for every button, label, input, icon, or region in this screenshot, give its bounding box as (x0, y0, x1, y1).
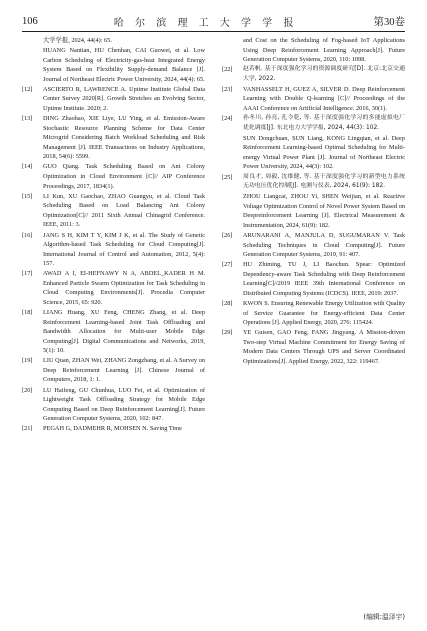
reference-text: 孙冬川, 孙亮, 孔令乾, 等. 基于深度强化学习的多能虚拟电厂优化调度[J]. 东北电力大学学报, 2024, 44(3): 102. (243, 115, 405, 131)
reference-column-right (222, 36, 405, 367)
reference-column-left (22, 36, 205, 435)
editor-note: (编辑:温泽宇) (363, 613, 405, 621)
reference-text: 赵若帆. 基于深度强化学习的资源调度研究[D]. 北京:北京交通大学, 2022. (243, 66, 405, 82)
reference-text: DING Zhaohao, XIE Liye, LU Ying, et al. Emission-Aware Stochastic Resource Planning Scheme for Data Center Microgrid Considering Batch Workload Scheduling and Risk Management [J]. IEEE Transactions on Industry Applications, 2018, 54(6): 5599. (43, 115, 205, 161)
reference-number: [27] (222, 261, 233, 269)
reference-text: HUANG Nantian, HU Chenhan, CAI Guowei, et al. Low Carbon Scheduling of Electricity-gas-heat Integrated Energy System Based on Flexibility Supply-demand Balance [J]. Journal of Northeast Electric Power University, 2024, 44(4): 65. (43, 47, 205, 83)
volume-label: 第30卷 (373, 16, 405, 28)
journal-title: 哈 尔 滨 理 工 大 学 学 报 (113, 17, 298, 29)
reference-text: SUN Dongchuan, SUN Liang, KONG Lingqian, et al. Deep Reinforcement Learning-based Optimal Scheduling for Multi-energy Virtual Power Plant [J]. Journal of Northeast Electric Power University, 2024, 44(3): 102. (243, 134, 405, 171)
reference-number: [22] (222, 66, 233, 74)
reference-continuation (222, 36, 405, 65)
reference-entry (22, 192, 205, 230)
reference-number: [24] (222, 115, 233, 123)
reference-text: KWON S. Ensuring Renewable Energy Utilization with Quality of Service Guarantee for Energy-efficient Data Center Operations [J]. Applied Energy, 2020, 276: 115424. (243, 300, 405, 327)
reference-number: [12] (22, 85, 33, 93)
reference-entry (222, 299, 405, 328)
reference-text: GUO Qiang. Task Scheduling Based on Ant Colony Optimization in Cloud Environment [C]// AIP Conference Proceedings, 2017, 1834(1). (43, 163, 205, 190)
reference-number: [17] (22, 270, 33, 278)
reference-text: ARUNARANI A, MANJULA D, SUGUMARAN V. Task Scheduling Techniques in Cloud Computing[J]. Future Generation Computer Systems, 2019, 91: 407. (243, 232, 405, 259)
reference-text: ASCIERTO R, LAWRENCE A. Uptime Institute Global Data Center Survey 2020[R]. Growth Stretches an Evolving Sector, Uptime Institute. 2020; 2. (43, 85, 205, 113)
reference-number: [19] (22, 357, 33, 365)
reference-number: [23] (222, 85, 233, 93)
reference-entry (22, 308, 205, 356)
reference-continuation (222, 192, 405, 230)
reference-text: AWAD A I, EI-HEFNAWY N A, ABDEL_KADER H M. Enhanced Particle Swarm Optimization for Task Scheduling in Cloud Computing Environments[J]. Procedia Computer Science, 2015, 65: 920. (43, 270, 205, 306)
reference-entry (222, 231, 405, 260)
reference-continuation (22, 36, 205, 46)
reference-entry (22, 424, 205, 434)
reference-entry (22, 356, 205, 385)
reference-text: and Cost on the Scheduling of Fog-based IoT Applications Using Deep Reinforcement Learning Approach[J]. Future Generation Computer Systems, 2020, 110: 1098. (243, 37, 405, 64)
reference-entry (22, 114, 205, 162)
reference-entry (222, 173, 405, 192)
reference-number: [20] (22, 386, 33, 394)
reference-number: [21] (22, 425, 33, 433)
reference-entry (222, 114, 405, 133)
running-header (22, 14, 405, 28)
reference-number: [25] (222, 173, 233, 181)
reference-entry (222, 260, 405, 298)
page-number: 106 (22, 15, 38, 27)
reference-entry (22, 85, 205, 114)
reference-text: 周良才, 周毅, 沈维健, 等. 基于深度强化学习的新型电力系统无功电压优化控制[J]. 电测与仪表, 2024, 61(9): 182. (243, 173, 405, 190)
reference-text: ZHOU Liangcai, ZHOU Yi, SHEN Weijian, et al. Reactive Voltage Optimization Control of Novel Power System Based on Deepreinforcement Learning [J]. Electrical Measurement & Instrumentation, 2024, 61(9): 182. (243, 193, 405, 229)
reference-number: [16] (22, 231, 33, 239)
header-rule (22, 31, 405, 32)
reference-text: LIU Quan, ZHAN Wei, ZHANG Zongzhang, et al. A Survey on Deep Reinforcement Learning [J]. Chinese Journal of Computers, 2018, 1: 1. (43, 357, 205, 384)
reference-text: HU Zhiming, TU J, LI Baochun. Spear: Optimized Dependency-aware Task Scheduling with Deep Reinforcement Learning[C]//2019 IEEE 39th International Conference on Distributed Computing Systems (ICDCS). IEEE, 2019: 2037. (243, 261, 405, 297)
reference-text: VANHASSELT H, GUEZ A, SILVER D. Deep Reinforcement Learning with Double Q-learning [C]// Proceedings of the AAAI Conference on Artificial Intelligence. 2016, 30(1). (243, 85, 405, 113)
reference-text: YE Guisen, GAO Feng, FANG Jingyang. A Mission-driven Two-step Virtual Machine Commitment for Energy Saving of Modern Data Centers Through UPS and Server Coordinated Optimizations[J]. Applied Energy, 2022, 322: 119467. (243, 329, 405, 365)
reference-number: [15] (22, 192, 33, 200)
reference-number: [18] (22, 309, 33, 317)
reference-entry (222, 65, 405, 84)
reference-number: [14] (22, 163, 33, 171)
reference-text: LU Haifeng, GU Chunhua, LUO Fei, et al. Optimization of Lightweight Task Offloading Strategy for Mobile Edge Computing Based on Deep Reinforcement Learning[J]. Future Generation Computer Systems, 2020, 102: 847. (43, 386, 205, 423)
reference-number: [13] (22, 115, 33, 123)
reference-entry (22, 231, 205, 269)
reference-continuation (22, 46, 205, 84)
reference-entry (222, 85, 405, 114)
reference-text: 大学学报, 2024, 44(4): 65. (43, 37, 112, 44)
reference-entry (22, 269, 205, 307)
reference-text: PEGAH G, DADMEHR R, MOHSEN N. Saving Time (43, 425, 182, 433)
reference-entry (222, 328, 405, 366)
reference-entry (22, 162, 205, 191)
reference-text: JANG S H, KIM T Y, KIM J K, et al. The Study of Genetic Algorithm-based Task Scheduling for Cloud Computing[J]. International Journal of Control and Automation, 2012, 5(4): 157. (43, 231, 205, 268)
reference-number: [28] (222, 300, 233, 308)
reference-continuation (222, 134, 405, 172)
reference-text: LIANG Huang, XU Feng, CHENG Zhang, et al. Deep Reinforcement Learning-based Joint Task Offloading and Bandwidth Allocation for Multi-user Mobile Edge Computing[J]. Digital Communications and Networks, 2019, 5(1): 10. (43, 309, 205, 355)
reference-text: LI Kun, XU Gaochao, ZHAO Guangyu, et al. Cloud Task Scheduling Based on Load Balancing Ant Colony Optimization[C]// 2011 Sixth Annual Chinagrid Conference. IEEE, 2011: 3. (43, 192, 205, 229)
reference-number: [26] (222, 232, 233, 240)
reference-entry (22, 386, 205, 424)
reference-number: [29] (222, 329, 233, 337)
